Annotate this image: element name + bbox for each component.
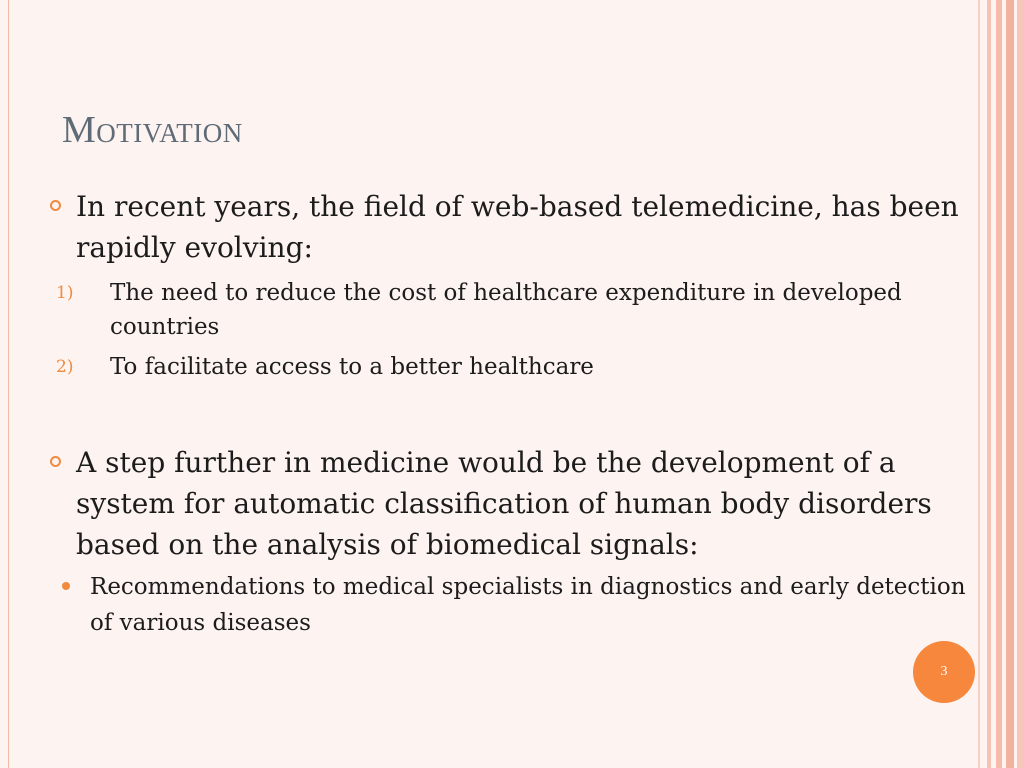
slide-body [48, 186, 968, 641]
slide-title: Motivation [62, 109, 243, 151]
ring-bullet-icon [50, 456, 61, 467]
right-decor-stripe [1006, 0, 1014, 768]
right-decor-stripe [1017, 0, 1024, 768]
bullet-item [48, 442, 968, 565]
right-decor-stripe [996, 0, 1002, 768]
ring-bullet-icon [50, 200, 61, 211]
page-number: 3 [940, 664, 948, 679]
dot-bullet-icon [62, 582, 70, 590]
list-number: 2) [56, 357, 74, 377]
bullet-text: In recent years, the field of web-based telemedicine, has been rapidly evolving: [76, 190, 959, 264]
list-number: 1) [56, 283, 74, 303]
left-border-rule [8, 0, 9, 768]
subitem-text: To facilitate access to a better healthcare [110, 354, 594, 380]
numbered-subitem [48, 276, 968, 344]
dot-subitem [48, 569, 968, 641]
right-decor-stripe [978, 0, 980, 768]
subitem-text: Recommendations to medical specialists in diagnostics and early detection of various diseases [90, 574, 966, 636]
subitem-text: The need to reduce the cost of healthcare expenditure in developed countries [110, 280, 902, 340]
page-number-badge [913, 641, 975, 703]
right-decor-stripe [987, 0, 991, 768]
bullet-item [48, 186, 968, 268]
bullet-text: A step further in medicine would be the development of a system for automatic classification of human body disorders based on the analysis of biomedical signals: [76, 446, 932, 561]
numbered-subitem [48, 350, 968, 384]
